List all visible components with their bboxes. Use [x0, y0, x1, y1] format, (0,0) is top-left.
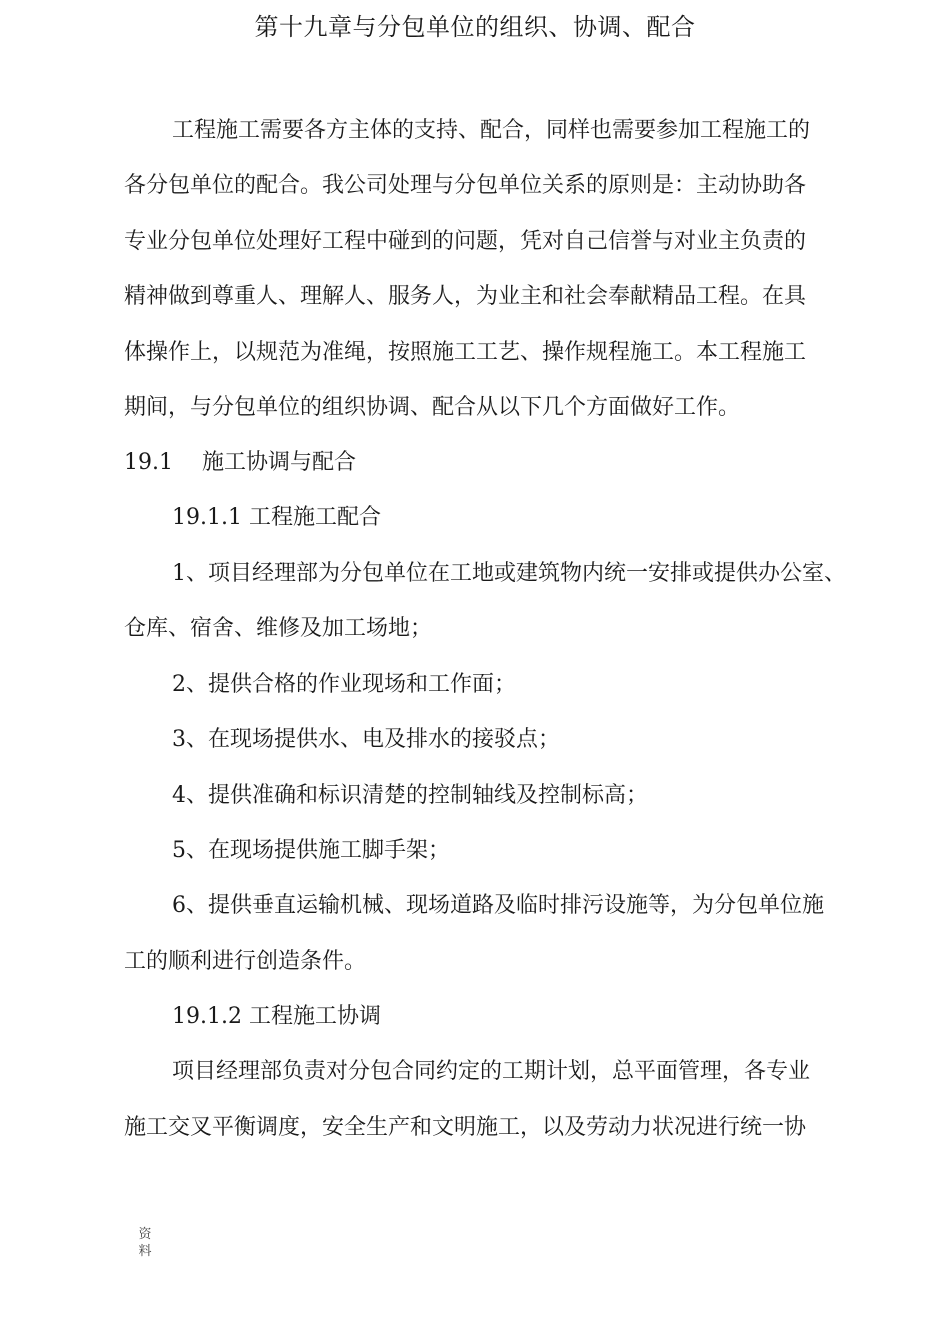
intro-line-2: 各分包单位的配合。我公司处理与分包单位关系的原则是：主动协助各: [124, 173, 807, 198]
list-item-1: 1、项目经理部为分包单位在工地或建筑物内统一安排或提供办公室、: [172, 561, 846, 586]
list-item-6-cont: 工的顺利进行创造条件。: [124, 949, 367, 974]
list-item-6: 6、提供垂直运输机械、现场道路及临时排污设施等，为分包单位施: [172, 893, 824, 918]
intro-line-3: 专业分包单位处理好工程中碰到的问题，凭对自己信誉与对业主负责的: [124, 229, 807, 254]
page-footer: [137, 1226, 153, 1260]
intro-line-1: 工程施工需要各方主体的支持、配合，同样也需要参加工程施工的: [172, 118, 811, 143]
subsection-heading-19-1-2: 19.1.2 工程施工协调: [172, 1004, 381, 1029]
footer-char-1: 资: [138, 1227, 152, 1242]
list-item-4: 4、提供准确和标识清楚的控制轴线及控制标高；: [172, 783, 648, 808]
intro-line-5: 体操作上，以规范为准绳，按照施工工艺、操作规程施工。本工程施工: [124, 340, 807, 365]
coord-line-2: 施工交叉平衡调度，安全生产和文明施工，以及劳动力状况进行统一协: [124, 1115, 807, 1140]
list-item-5: 5、在现场提供施工脚手架；: [172, 838, 450, 863]
chapter-title: 第十九章与分包单位的组织、协调、配合: [254, 13, 696, 41]
intro-line-6: 期间，与分包单位的组织协调、配合从以下几个方面做好工作。: [124, 395, 741, 420]
list-item-3: 3、在现场提供水、电及排水的接驳点；: [172, 727, 560, 752]
coord-line-1: 项目经理部负责对分包合同约定的工期计划，总平面管理，各专业: [172, 1059, 811, 1084]
section-heading-19-1: 19.1 施工协调与配合: [124, 450, 356, 475]
intro-line-4: 精神做到尊重人、理解人、服务人，为业主和社会奉献精品工程。在具: [124, 284, 807, 309]
footer-char-2: 料: [138, 1244, 152, 1259]
list-item-2: 2、提供合格的作业现场和工作面；: [172, 672, 516, 697]
subsection-heading-19-1-1: 19.1.1 工程施工配合: [172, 505, 381, 530]
list-item-1-cont: 仓库、宿舍、维修及加工场地；: [124, 616, 433, 641]
